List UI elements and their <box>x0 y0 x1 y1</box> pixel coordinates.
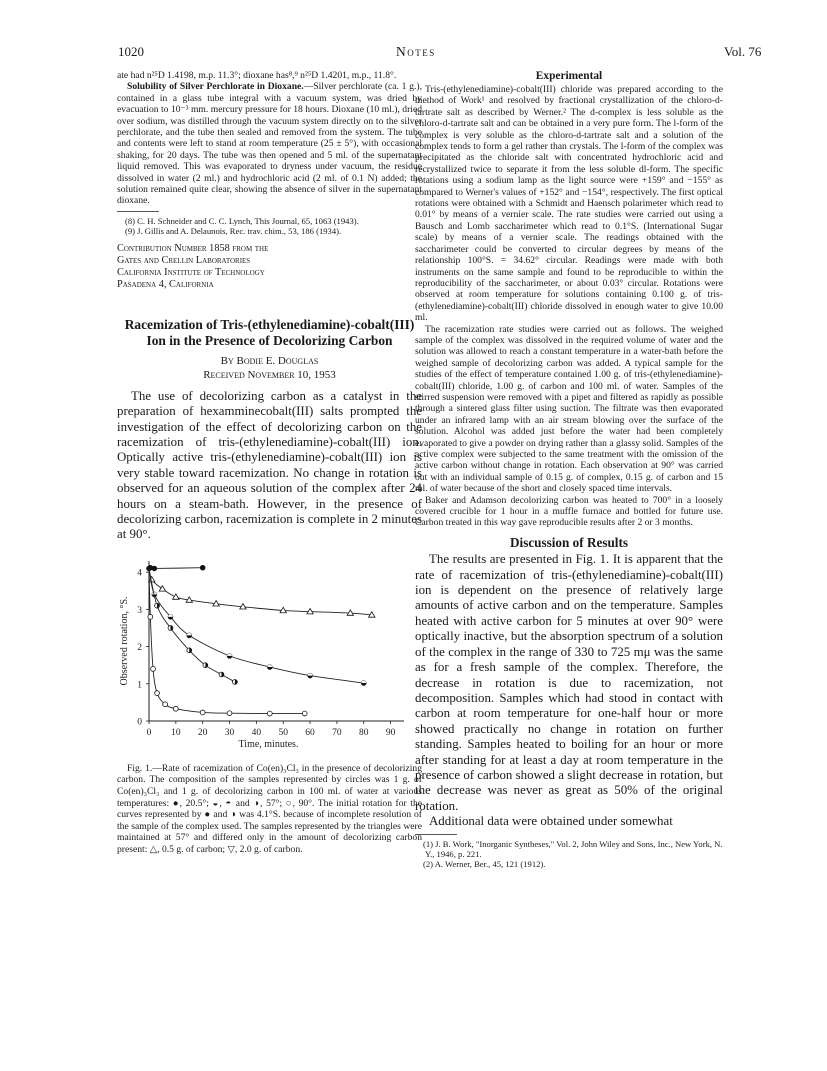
data-point <box>267 711 272 716</box>
data-point <box>155 690 160 695</box>
x-tick-label: 30 <box>224 727 235 738</box>
x-tick-label: 10 <box>171 727 181 738</box>
data-point <box>173 594 179 599</box>
running-title: Notes <box>396 44 436 59</box>
footnote-rule <box>117 211 159 212</box>
data-point <box>200 565 205 570</box>
x-tick-label: 60 <box>305 727 315 738</box>
received-date: Received November 10, 1953 <box>203 368 336 381</box>
data-point <box>302 711 307 716</box>
footnote: (1) J. B. Work, "Inorganic Syntheses," Vol. 2, John Wiley and Sons, Inc., New York, N. Y., 1946, p. 221. <box>423 838 723 859</box>
data-point <box>151 666 156 671</box>
lead-in-text: ate had n²⁵D 1.4198, m.p. 11.3°; dioxane has⁸,⁹ n²⁵D 1.4201, m.p., 11.8°. <box>117 70 397 81</box>
solubility-text: —Silver perchlorate (ca. 1 g.), contained in a glass tube integral with a vacuum system, was dried by evacuation to 10⁻³ mm. mercury pressure for 18 hours. Dioxane (10 ml.), dried over sodium, was distilled through the vacuum system directly on to the silver perchlorate, and the tube then sealed and removed from the system. The tube and contents were left to stand at room temperature (25 ± 5°), with occasional shaking, for 20 days. The tube was then opened and 5 ml. of the supernatant liquid removed. This was evaporated to dryness under vacuum, the residue dissolved in water (2 ml.) and hydrochloric acid (2 ml. of 0.1 N) added; the solution remained quite clear, showing the absence of silver in the supernatant dioxane. <box>117 81 422 207</box>
series-line <box>149 568 305 713</box>
x-tick-label: 70 <box>332 727 342 738</box>
footnote-rule <box>415 834 457 835</box>
x-tick-label: 80 <box>358 727 369 738</box>
contribution-line: Pasadena 4, California <box>117 278 214 290</box>
solubility-heading: Solubility of Silver Perchlorate in Dioxane. <box>127 81 304 93</box>
x-tick-label: 20 <box>197 727 208 738</box>
intro-text: The use of decolorizing carbon as a catalyst in the preparation of hexamminecobalt(III) salts prompted the investigation of the effect of decolorizing carbon on the racemization of tris-(ethylenediamine)-cobalt(III) ion. Optically active tris-(ethylenediamine)-cobalt(III) ion is very stable toward racemization. No change in rotation is observed for an aqueous solution of the complex after 24 hours on a steam-bath. However, in the presence of decolorizing carbon, racemization is complete in 2 minutes at 90°. <box>117 388 422 542</box>
figure-caption <box>117 763 422 856</box>
volume-label: Vol. 76 <box>724 44 762 59</box>
data-point <box>148 614 153 619</box>
x-tick-label: 0 <box>146 727 152 738</box>
data-point <box>152 566 157 571</box>
y-tick-label: 0 <box>137 717 142 728</box>
previous-article-tail <box>117 70 422 207</box>
contribution-line: Contribution Number 1858 from the <box>117 242 269 254</box>
y-axis-label: Observed rotation, °S. <box>119 596 130 686</box>
contribution-line: Gates and Crellin Laboratories <box>117 254 251 266</box>
experimental-paragraph: Tris-(ethylenediamine)-cobalt(III) chloride was prepared according to the method of Work¹ and resolved by fractional crystallization of the chloro-d-tartrate salt as described by Werner.² The d-complex is less soluble as the chloro-d-tartrate salt and can be obtained in a very pure form. The l-form of the complex is very soluble as the chloro-d-tartrate salt and a solution of the complex tends to form a gel rather than crystals. The l-form of the complex was precipitated as the chloride salt with concentrated hydrochloric acid and recrystallized twice to separate it from the less soluble dl-form. The specific rotations using a sodium lamp as the light source were +159° and −155° as compared to Werner's values of +152° and −154°, respectively. The first optical rotations were obtained with a Schmidt and Haensch polarimeter which read to 0.01° by means of a vernier scale. The rate studies were carried out using a Bausch and Lomb saccharimeter which read to 0.1°S. (International Sugar scale) by means of a vernier scale. The readings obtained with the saccharimeter could be converted to circular degrees by means of the relationship 100°S. = 34.62° circular. Readings were made with both instruments on the same sample and found to be reproducible to within the reproducibility of the saccharimeter, or about 0.03° circular. Rotations were observed at room temperature for solutions containing 0.100 g. of tris-(ethylenediamine)-cobalt(III) chloride dissolved in enough water to give 10.00 ml. <box>415 84 723 324</box>
series-line <box>149 568 364 683</box>
page-number: 1020 <box>118 44 144 59</box>
discussion-section <box>415 552 723 829</box>
x-tick-label: 90 <box>385 727 396 738</box>
x-tick-label: 40 <box>251 727 262 738</box>
left-column <box>117 70 422 856</box>
footnotes-previous <box>117 216 422 237</box>
rotation-chart <box>117 553 422 758</box>
series-line <box>149 568 235 681</box>
contribution-line: California Institute of Technology <box>117 266 265 278</box>
data-point <box>163 702 168 707</box>
experimental-paragraph: Baker and Adamson decolorizing carbon was heated to 700° in a loosely covered crucible for 1 hour in a muffle furnace and bottled for future use. Carbon treated in this way gave reproducible results after 2 or 3 months. <box>415 494 723 529</box>
data-point <box>173 706 178 711</box>
discussion-paragraph: The results are presented in Fig. 1. It is apparent that the rate of racemization of tris-(ethylenediamine)-cobalt(III) ion is dependent on the presence of relatively large amounts of active carbon and on the temperature. Samples heated with active carbon for 5 minutes at over 90° were optically inactive, but the absorption spectrum of a solution of the complex in the range of 330 to 725 mμ was the same as for a fresh sample of the complex. Therefore, the decrease in rotation is due to racemization, not decomposition. Samples which had stood in contact with carbon at room temperature for one-half hour or more showed practically no change in rotation on further standing. Samples heated to boiling for an hour or more after standing for at least a day at room temperature in the presence of carbon showed a slight decrease in rotation, but the decrease was never as great as 50% of the original rotation. <box>415 552 723 813</box>
y-tick-label: 2 <box>137 642 142 653</box>
byline: By Bodie E. Douglas <box>220 354 319 367</box>
footnotes-article <box>415 839 723 870</box>
experimental-section <box>415 84 723 529</box>
data-point <box>227 711 232 716</box>
article-title-line1: Racemization of Tris-(ethylenediamine)-cobalt(III) <box>124 316 415 332</box>
article-title <box>117 317 422 349</box>
experimental-paragraph: The racemization rate studies were carried out as follows. The weighed sample of the complex was dissolved in the required volume of water and the solution was allowed to reach a constant temperature in a water-bath before the weighed sample of decolorizing carbon was added. A typical sample for the studies of the effect of temperature contained 1.00 g. of tris-(ethylenediamine)-cobalt(III) chloride, 1.00 g. of carbon and 100 ml. of water. Samples of the stirred suspension were removed with a pipet and filtered as rapidly as possible through a sintered glass filter using suction. The filtrate was then evaporated under an infrared lamp with an air stream blowing over the surface of the solution. Alcohol was added just before the water had been completely evaporated to give a powder on drying rather than a glassy solid. Samples of the active complex were subjected to the same treatment with the omission of the active carbon without change in rotation. Each observation at 90° was carried out with an individual sample of 0.15 g. of complex, 0.15 g. of carbon and 15 ml. of water because of the short and closely spaced time intervals. <box>415 323 723 495</box>
y-tick-label: 3 <box>137 605 142 616</box>
x-axis-label: Time, minutes. <box>238 738 299 750</box>
data-point <box>159 585 165 590</box>
footnote: (2) A. Werner, Ber., 45, 121 (1912). <box>423 859 546 870</box>
experimental-heading: Experimental <box>535 70 603 82</box>
discussion-paragraph: Additional data were obtained under somewhat <box>429 814 673 829</box>
footnote: (9) J. Gillis and A. Delaunois, Rec. trav. chim., 53, 186 (1934). <box>125 226 342 237</box>
figure-caption-text: Fig. 1.—Rate of racemization of Co(en)₃Cl₃ in the presence of decolorizing carbon. The composition of the samples represented by circles was 1 g. of Co(en)₃Cl₃ and 1 g. of decolorizing carbon in 100 ml. of water at various temperatures: ●, 20.5°; ◒, ◓ and ◑, 57°; ○, 90°. The initial rotation for the curves represented by ● and ◑ was 4.1°S. because of incomplete resolution of the sample of the complex used. The samples represented by the triangles were maintained at 57° and differed only in the amount of decolorizing carbon present: △, 0.5 g. of carbon; ▽, 2.0 g. of carbon. <box>117 762 422 855</box>
y-tick-label: 1 <box>137 680 142 691</box>
y-tick-label: 4 <box>137 568 142 579</box>
data-point <box>200 710 205 715</box>
solubility-paragraph <box>117 81 422 206</box>
series-line <box>149 568 372 615</box>
footnote: (8) C. H. Schneider and C. C. Lynch, This Journal, 65, 1063 (1943). <box>125 215 359 226</box>
discussion-heading: Discussion of Results <box>510 534 628 550</box>
intro-paragraph <box>117 389 422 543</box>
right-column <box>415 70 723 870</box>
article-title-line2: Ion in the Presence of Decolorizing Carbon <box>146 332 393 348</box>
x-tick-label: 50 <box>278 727 288 738</box>
contribution-block <box>117 243 422 291</box>
